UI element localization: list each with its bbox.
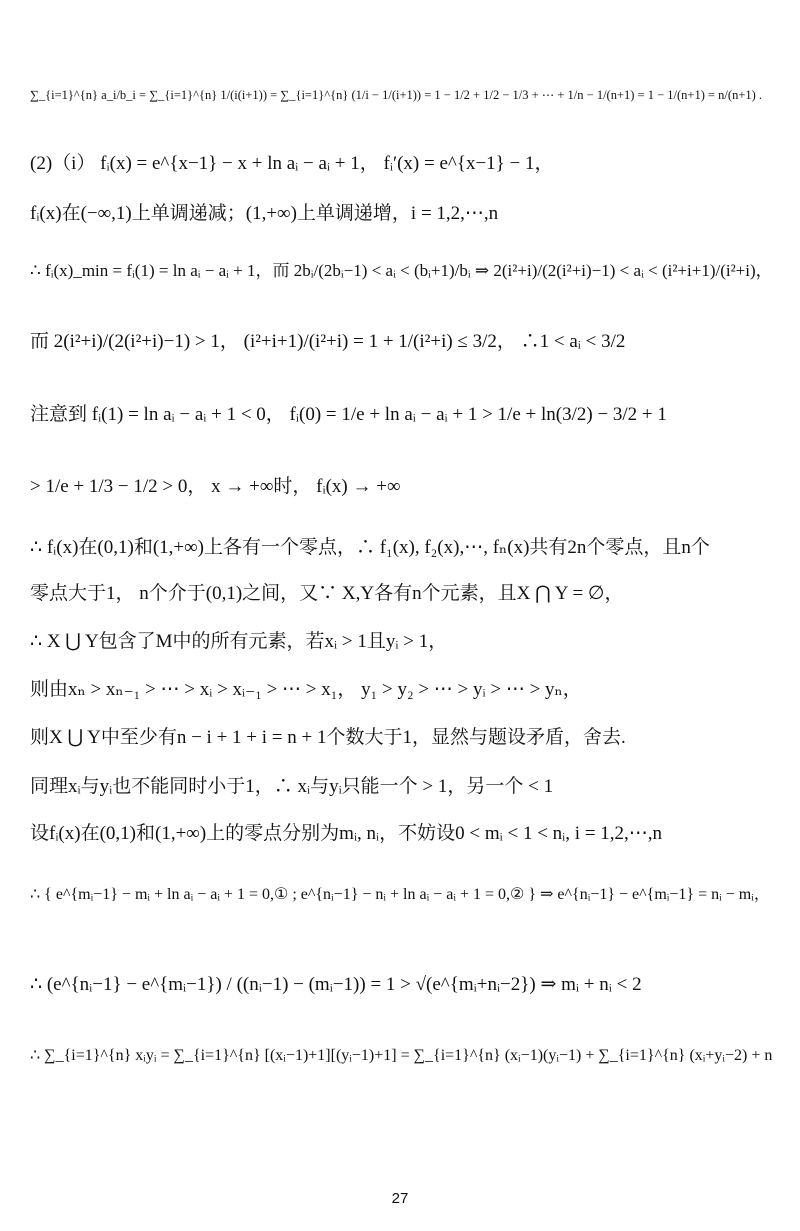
line-8: ∴ fᵢ(x)在(0,1)和(1,+∞)上各有一个零点，∴ f₁(x), f₂(x),⋯, fₙ(x)共有2n个零点，且n个 — [30, 537, 710, 558]
line-3: fᵢ(x)在(−∞,1)上单调递减；(1,+∞)上单调递增，i = 1,2,⋯,n — [30, 203, 499, 224]
line-1: ∑_{i=1}^{n} a_i/b_i = ∑_{i=1}^{n} 1/(i(i+1)) = ∑_{i=1}^{n} (1/i − 1/(i+1)) = 1 − 1/2 + 1/2 − 1/3 + ⋯ + 1/n − 1/(n+1) = 1 − 1/(n+1) = n/(n+1) . — [30, 88, 763, 102]
line-5: 而 2(i²+i)/(2(i²+i)−1) > 1， (i²+i+1)/(i²+i) = 1 + 1/(i²+i) ≤ 3/2， ∴1 < aᵢ < 3/2 — [30, 331, 626, 352]
line-7: > 1/e + 1/3 − 1/2 > 0， x → +∞时， fᵢ(x) → +∞ — [30, 476, 401, 497]
line-14: 设fᵢ(x)在(0,1)和(1,+∞)上的零点分别为mᵢ, nᵢ，不妨设0 < mᵢ < 1 < nᵢ, i = 1,2,⋯,n — [30, 823, 663, 844]
line-2: (2)（i） fᵢ(x) = e^{x−1} − x + ln aᵢ − aᵢ + 1， fᵢ′(x) = e^{x−1} − 1， — [30, 153, 554, 174]
line-9: 零点大于1， n个介于(0,1)之间，又∵ X,Y各有n个元素，且X ⋂ Y = ∅， — [30, 583, 624, 604]
line-13: 同理xᵢ与yᵢ也不能同时小于1，∴ xᵢ与yᵢ只能一个 > 1，另一个 < 1 — [30, 776, 554, 797]
line-4: ∴ fᵢ(x)_min = fᵢ(1) = ln aᵢ − aᵢ + 1，而 2bᵢ/(2bᵢ−1) < aᵢ < (bᵢ+1)/bᵢ ⇒ 2(i²+i)/(2(i²+i)−1) < aᵢ < (i²+i+1)/(i²+i)， — [30, 261, 773, 280]
line-17: ∴ ∑_{i=1}^{n} xᵢyᵢ = ∑_{i=1}^{n} [(xᵢ−1)+1][(yᵢ−1)+1] = ∑_{i=1}^{n} (xᵢ−1)(yᵢ−1) + ∑_{i=1}^{n} (xᵢ+yᵢ−2) + n — [30, 1047, 773, 1064]
line-10: ∴ X ⋃ Y包含了M中的所有元素，若xᵢ > 1且yᵢ > 1， — [30, 631, 448, 652]
line-6: 注意到 fᵢ(1) = ln aᵢ − aᵢ + 1 < 0， fᵢ(0) = 1/e + ln aᵢ − aᵢ + 1 > 1/e + ln(3/2) − 3/2 + 1 — [30, 404, 667, 425]
line-16: ∴ (e^{nᵢ−1} − e^{mᵢ−1}) / ((nᵢ−1) − (mᵢ−1)) = 1 > √(e^{mᵢ+nᵢ−2}) ⇒ mᵢ + nᵢ < 2 — [30, 974, 642, 995]
line-11: 则由xₙ > xₙ₋₁ > ⋯ > xᵢ > xᵢ₋₁ > ⋯ > x₁， y₁ > y₂ > ⋯ > yᵢ > ⋯ > yₙ， — [30, 679, 582, 700]
page-number: 27 — [391, 1190, 409, 1207]
line-12: 则X ⋃ Y中至少有n − i + 1 + i = n + 1个数大于1，显然与题设矛盾，舍去. — [30, 727, 626, 748]
line-15: ∴ { e^{mᵢ−1} − mᵢ + ln aᵢ − aᵢ + 1 = 0,① ; e^{nᵢ−1} − nᵢ + ln aᵢ − aᵢ + 1 = 0,② } ⇒ e^{nᵢ−1} − e^{mᵢ−1} = nᵢ − mᵢ， — [30, 886, 770, 903]
